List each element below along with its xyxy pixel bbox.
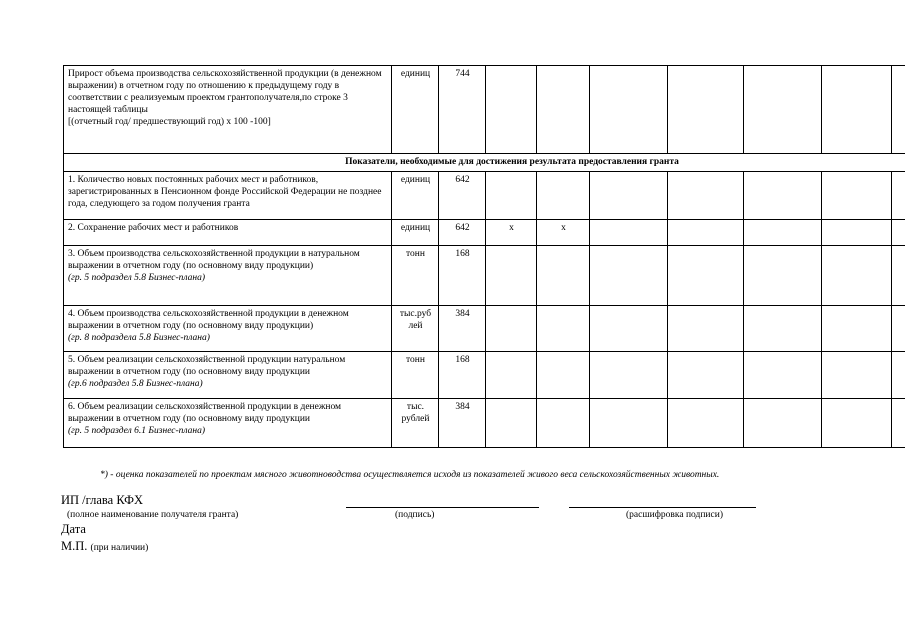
table-row	[64, 171, 905, 219]
table-row	[64, 351, 905, 398]
value-cell	[822, 171, 892, 219]
value-cell	[486, 398, 537, 447]
indicator-name-line: настоящей таблицы	[68, 104, 148, 115]
value-cell	[892, 66, 905, 154]
okei-code-cell: 744	[439, 66, 486, 154]
owner-caption: (полное наименование получателя гранта)	[67, 510, 239, 520]
value-cell	[744, 219, 822, 245]
unit-cell: единиц	[392, 66, 439, 154]
value-cell	[822, 66, 892, 154]
value-cell	[668, 245, 744, 305]
value-cell	[668, 398, 744, 447]
value-cell	[590, 245, 668, 305]
value-cell	[744, 245, 822, 305]
value-cell	[892, 351, 905, 398]
unit-cell: единиц	[392, 171, 439, 219]
indicator-name-text: 2. Сохранение рабочих мест и работников	[68, 222, 239, 233]
indicator-name-text: 4. Объем производства сельскохозяйственной продукции в денежном выражении в отчетном году (по основному виду продукции)	[68, 308, 349, 331]
okei-code-cell: 384	[439, 305, 486, 351]
date-label: Дата	[61, 522, 86, 536]
value-cell	[590, 398, 668, 447]
value-cell	[537, 398, 590, 447]
indicator-name-line: Прирост объема производства сельскохозяйственной продукции (в денежном выражении) в отчетном году по отношению к предыдущему году в соответствии с реализуемым проектом грантополучателя,по строке 3	[68, 69, 382, 103]
value-cell	[590, 171, 668, 219]
unit-cell: тыс.руб лей	[392, 305, 439, 351]
section-row	[64, 154, 905, 172]
okei-code-cell: 384	[439, 398, 486, 447]
signature-line	[346, 507, 539, 508]
stamp-note: (при наличии)	[90, 543, 149, 553]
indicator-reference: (гр. 5 подраздел 5.8 Бизнес-плана)	[68, 272, 206, 283]
value-cell	[822, 351, 892, 398]
table-row	[64, 398, 905, 447]
value-cell	[668, 351, 744, 398]
value-cell	[744, 398, 822, 447]
value-cell	[668, 219, 744, 245]
value-cell	[668, 305, 744, 351]
owner-label: ИП /глава КФХ	[61, 493, 144, 507]
table-row	[64, 305, 905, 351]
indicators-table	[63, 65, 905, 448]
table-row	[64, 245, 905, 305]
unit-cell: единиц	[392, 219, 439, 245]
value-cell	[668, 171, 744, 219]
indicator-name	[64, 351, 392, 398]
unit-cell: тонн	[392, 245, 439, 305]
okei-code-cell: 168	[439, 245, 486, 305]
value-cell	[537, 351, 590, 398]
indicator-name-text: 5. Объем реализации сельскохозяйственной продукции натуральном выражении в отчетном году (по основному виду продукции	[68, 354, 346, 377]
indicator-reference: (гр.6 подраздел 5.8 Бизнес-плана)	[68, 378, 203, 389]
value-cell	[486, 171, 537, 219]
indicator-name	[64, 66, 392, 154]
value-cell	[486, 66, 537, 154]
value-cell	[822, 305, 892, 351]
indicator-name-text: 6. Объем реализации сельскохозяйственной продукции в денежном выражении в отчетном году (по основному виду продукции	[68, 401, 342, 424]
value-cell	[744, 171, 822, 219]
indicator-name-line: [(отчетный год/ предшествующий год) х 100 -100]	[68, 116, 271, 127]
value-cell	[537, 245, 590, 305]
table-row	[64, 219, 905, 245]
okei-code-cell: 642	[439, 171, 486, 219]
value-cell	[744, 305, 822, 351]
table-row	[64, 66, 905, 154]
signature-caption: (подпись)	[395, 510, 435, 520]
decode-line	[569, 507, 756, 508]
stamp-label-text: М.П.	[61, 539, 88, 553]
indicator-name	[64, 171, 392, 219]
value-cell	[892, 171, 905, 219]
value-cell	[744, 351, 822, 398]
okei-code-cell: 168	[439, 351, 486, 398]
value-cell	[590, 305, 668, 351]
indicator-name-text: 3. Объем производства сельскохозяйственной продукции в натуральном выражении в отчетном году (по основному виду продукции)	[68, 248, 360, 271]
unit-cell: тыс. рублей	[392, 398, 439, 447]
indicator-reference: (гр. 8 подраздела 5.8 Бизнес-плана)	[68, 332, 210, 343]
okei-code-cell: 642	[439, 219, 486, 245]
indicator-name-text: 1. Количество новых постоянных рабочих мест и работников, зарегистрированных в Пенсионном фонде Российской Федерации не позднее года, следующего за годом получения гранта	[68, 174, 382, 209]
value-cell	[537, 305, 590, 351]
value-cell	[486, 305, 537, 351]
value-cell	[668, 66, 744, 154]
value-cell	[744, 66, 822, 154]
value-cell: x	[486, 219, 537, 245]
value-cell	[822, 398, 892, 447]
footnote: *) - оценка показателей по проектам мясного животноводства осуществляется исходя из показателей живого веса сельскохозяйственных животных.	[100, 470, 720, 480]
indicator-reference: (гр. 5 подраздел 6.1 Бизнес-плана)	[68, 425, 206, 436]
value-cell	[590, 351, 668, 398]
value-cell: x	[537, 219, 590, 245]
value-cell	[537, 66, 590, 154]
value-cell	[822, 245, 892, 305]
stamp-label	[61, 539, 148, 554]
indicator-name	[64, 219, 392, 245]
section-title: Показатели, необходимые для достижения результата предоставления гранта	[64, 154, 905, 172]
value-cell	[486, 245, 537, 305]
unit-cell: тонн	[392, 351, 439, 398]
value-cell	[892, 219, 905, 245]
value-cell	[822, 219, 892, 245]
value-cell	[537, 171, 590, 219]
indicator-name	[64, 398, 392, 447]
value-cell	[892, 305, 905, 351]
decode-caption: (расшифровка подписи)	[626, 510, 723, 520]
value-cell	[590, 66, 668, 154]
value-cell	[486, 351, 537, 398]
indicator-name	[64, 305, 392, 351]
value-cell	[892, 245, 905, 305]
value-cell	[892, 398, 905, 447]
value-cell	[590, 219, 668, 245]
indicator-name	[64, 245, 392, 305]
